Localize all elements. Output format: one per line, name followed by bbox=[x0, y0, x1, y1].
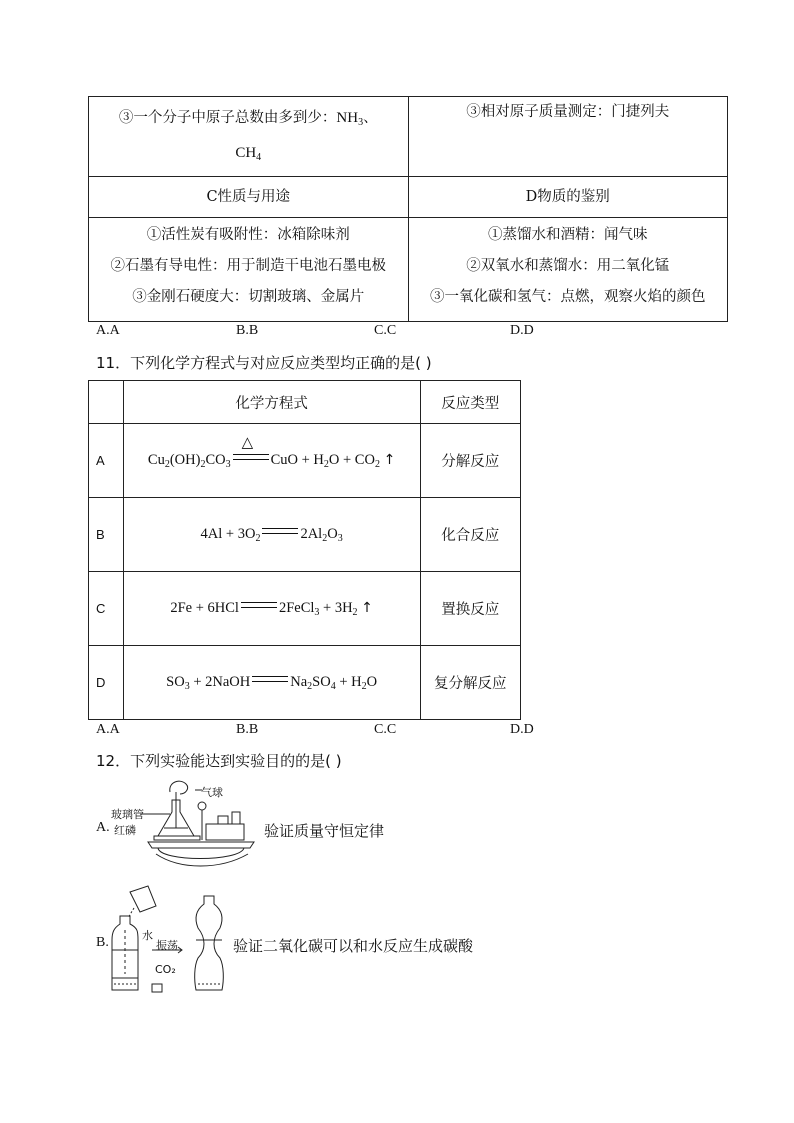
tag-red-phosphorus: 红磷 bbox=[114, 824, 136, 837]
tag-balloon: 气球 bbox=[201, 786, 223, 799]
table-cell bbox=[89, 218, 409, 322]
cell-text: ③相对原子质量测定：门捷列夫 bbox=[466, 104, 670, 120]
tag-water: 水 bbox=[142, 929, 153, 942]
reaction-type: 化合反应 bbox=[420, 498, 520, 572]
option-d[interactable]: D.D bbox=[510, 722, 534, 737]
option-a[interactable]: A.A bbox=[96, 323, 120, 338]
row-label: A bbox=[89, 424, 124, 498]
option-a-label[interactable]: A. bbox=[96, 820, 110, 835]
list-item: ②石墨有导电性：用于制造干电池石墨电极 bbox=[110, 258, 386, 274]
option-b[interactable]: B.B bbox=[236, 323, 259, 338]
header-c: C性质与用途 bbox=[89, 177, 409, 218]
table-cell bbox=[89, 97, 409, 177]
reaction-type: 分解反应 bbox=[420, 424, 520, 498]
table-cell bbox=[408, 218, 728, 322]
option-b-text: 验证二氧化碳可以和水反应生成碳酸 bbox=[233, 937, 474, 955]
option-c[interactable]: C.C bbox=[374, 323, 397, 338]
separator: 、 bbox=[363, 110, 378, 126]
list-item: ①活性炭有吸附性：冰箱除味剂 bbox=[146, 227, 350, 243]
option-d[interactable]: D.D bbox=[510, 323, 534, 338]
list-item: ③金刚石硬度大：切割玻璃、金属片 bbox=[132, 289, 365, 305]
row-label: B bbox=[89, 498, 124, 572]
header-d: D物质的鉴别 bbox=[408, 177, 728, 218]
option-b[interactable]: B.B bbox=[236, 722, 259, 737]
equation-b: $4Al + 3O_2$ $2Al_2O_3$ bbox=[123, 498, 420, 572]
option-b-label[interactable]: B. bbox=[96, 935, 109, 950]
header-equation: 化学方程式 bbox=[123, 381, 420, 424]
list-item: ②双氧水和蒸馏水：用二氧化锰 bbox=[466, 258, 670, 274]
equation-c: 2Fe + 6HCl 2FeCl$_3$ + $3H_2$ ↑ bbox=[123, 572, 420, 646]
formula-ch4: $CH_4$ bbox=[235, 145, 262, 163]
header-type: 反应类型 bbox=[420, 381, 520, 424]
equation-d: $SO_3$ + 2NaOH $Na_2SO_4 + H_2O$ bbox=[123, 646, 420, 720]
option-c[interactable]: C.C bbox=[374, 722, 397, 737]
row-label: C bbox=[89, 572, 124, 646]
tag-glass-tube: 玻璃管 bbox=[111, 808, 144, 821]
formula-nh3: $NH_3$ bbox=[336, 110, 364, 128]
list-item: ③一氧化碳和氢气：点燃，观察火焰的颜色 bbox=[430, 289, 706, 305]
gas-arrow-icon: ↑ bbox=[361, 599, 373, 616]
question-10-table bbox=[88, 96, 728, 322]
tag-shake: 振荡 bbox=[156, 939, 178, 952]
question-11-stem: 11．下列化学方程式与对应反应类型均正确的是( ) bbox=[96, 354, 432, 372]
tag-co2: CO₂ bbox=[155, 963, 176, 976]
cell-text: ③一个分子中原子总数由多到少： bbox=[118, 110, 337, 126]
equation-a: $Cu_2(OH)_2CO_3$ △ CuO + $H_2O + CO_2$ ↑ bbox=[123, 424, 420, 498]
table-cell bbox=[408, 97, 728, 177]
balance-apparatus-figure bbox=[140, 776, 265, 874]
option-a-text: 验证质量守恒定律 bbox=[264, 822, 385, 840]
reaction-type: 复分解反应 bbox=[420, 646, 520, 720]
gas-arrow-icon: ↑ bbox=[383, 451, 396, 468]
row-label: D bbox=[89, 646, 124, 720]
question-12-stem: 12．下列实验能达到实验目的的是( ) bbox=[96, 752, 342, 770]
table-cell bbox=[89, 381, 124, 424]
option-a[interactable]: A.A bbox=[96, 722, 120, 737]
list-item: ①蒸馏水和酒精：闻气味 bbox=[488, 227, 648, 243]
reaction-type: 置换反应 bbox=[420, 572, 520, 646]
question-11-table bbox=[88, 380, 521, 720]
equals-heat: △ bbox=[233, 454, 269, 460]
